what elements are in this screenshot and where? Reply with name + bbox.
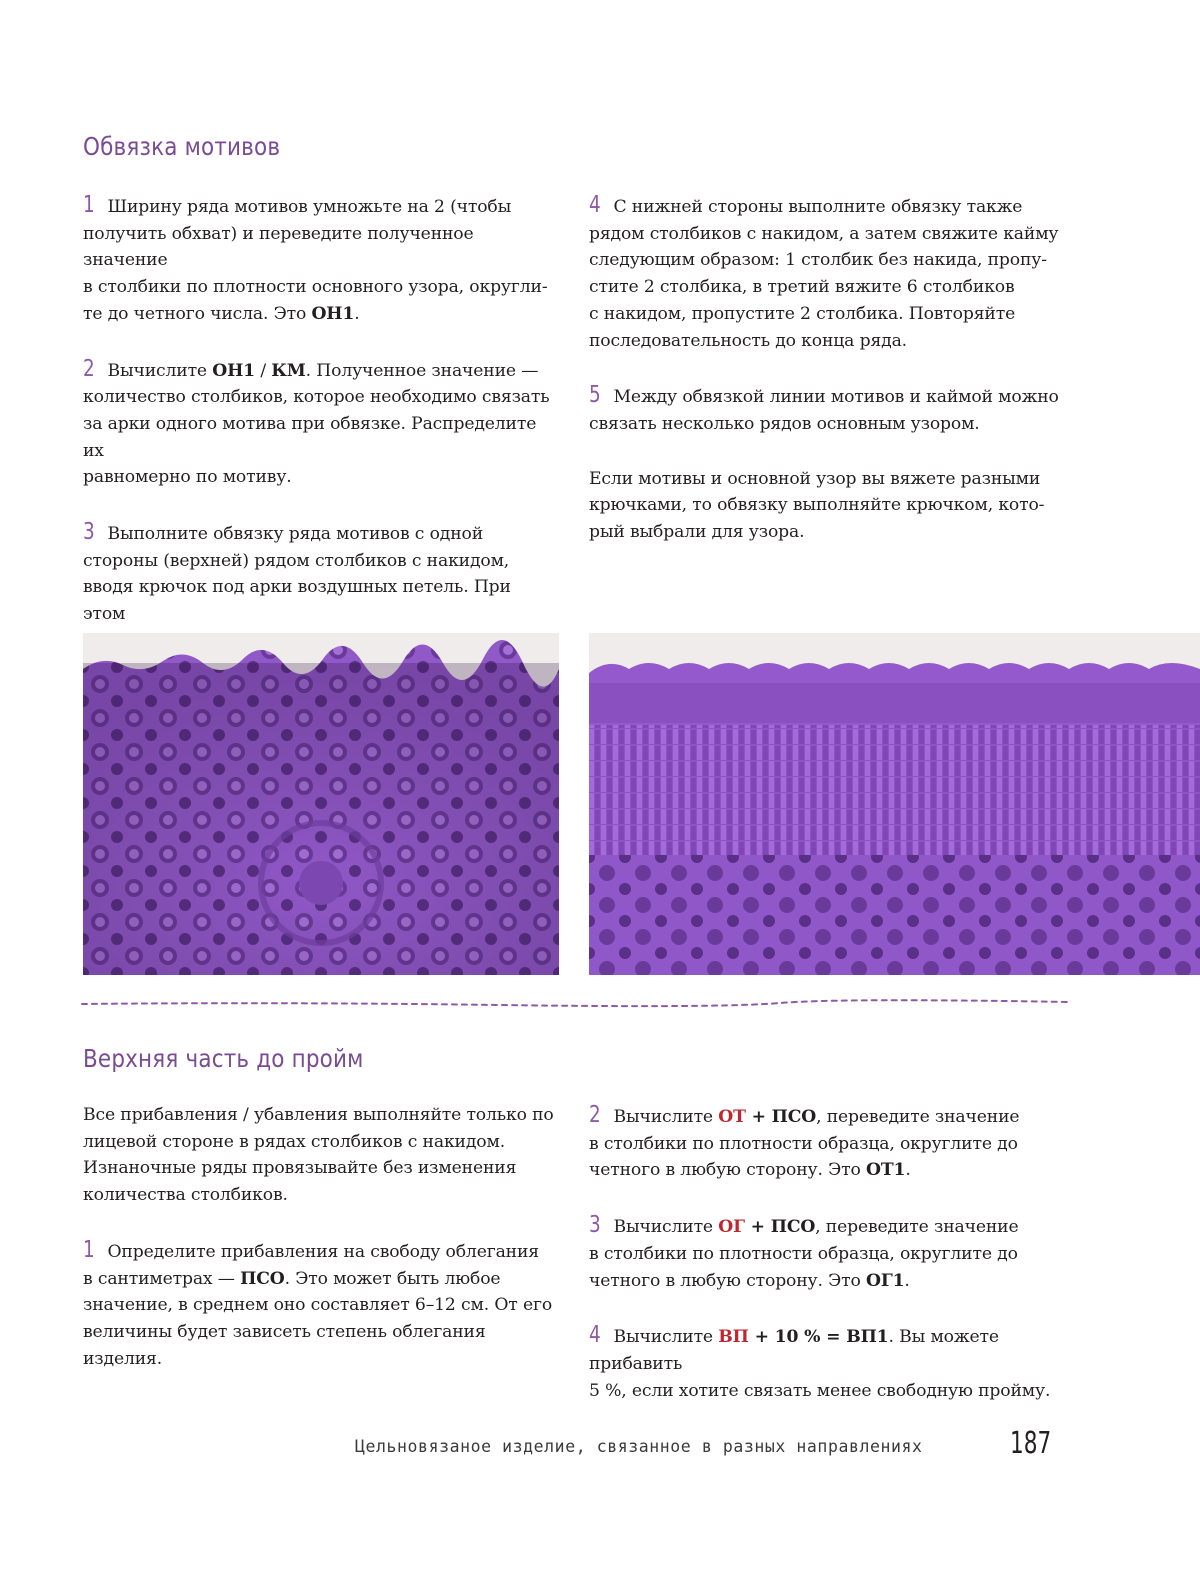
crochet-border-photo [589,633,1200,975]
term-vp1: ВП1 [846,1327,889,1348]
step-1-paragraph [83,192,558,328]
step-2-paragraph [589,1102,1059,1184]
step-text: Вычислите [613,1107,719,1127]
step-number: 3 [589,1212,601,1239]
step-4-paragraph [589,192,1059,354]
step-text: , переведите значение в столбики по плотности образца, округлите до четного в любую сторону. Это [589,1217,1019,1291]
term-pso: ПСО [770,1217,816,1238]
punct: . [904,1270,910,1291]
step-number: 3 [83,519,95,546]
term-ot: ОТ [718,1107,746,1127]
term-km: КМ [271,360,306,381]
step-4-paragraph [589,1322,1059,1404]
step-text: . Это может быть любое значение, в среднем оно составляет 6–12 см. От его величины будет зависеть степень облегания изделия. [83,1268,553,1369]
step-text: , переведите значение в столбики по плотности образца, округлите до четного в любую сторону. Это [589,1107,1020,1181]
page-number: 187 [1010,1426,1052,1461]
term-ot1: ОТ1 [866,1160,906,1181]
step-text: Определите прибавления на свободу облегания в сантиметрах — [83,1241,539,1289]
step-5-paragraph [589,382,1059,437]
step-number: 5 [589,382,601,409]
step-number: 2 [589,1102,601,1128]
term-og: ОГ [718,1217,745,1238]
step-text: Выполните обвязку ряда мотивов с одной стороны (верхней) рядом столбиков с накидом, вводя крючок под арки воздушных петель. При этом [83,524,511,625]
right-column-section1 [589,192,1059,546]
step-text: Ширину ряда мотивов умножьте на 2 (чтобы получить обхват) и переведите полученное значение в столбики по плотности основного узора, округли- те до четного числа. Это [83,197,548,324]
step-text: Вычислите [107,360,213,381]
step-text: Между обвязкой линии мотивов и каймой можно связать несколько рядов основным узором. [589,387,1059,434]
step-number: 4 [589,1322,601,1349]
left-column-section1 [83,192,558,681]
running-title: Цельновязаное изделие, связанное в разных направлениях [355,1437,923,1457]
step-number: 2 [83,355,95,382]
section-title-upper-part: Верхняя часть до пройм [83,1044,364,1073]
step-text: . Вы можете прибавить 5 %, если хотите связать менее свободную пройму. [589,1327,1051,1401]
term-oh1: ОН1 [311,303,355,324]
step-text: Вычислите [613,1327,719,1348]
crochet-motif-edging-photo [83,633,559,975]
step-number: 4 [589,192,601,218]
step-3-paragraph [589,1212,1059,1294]
step-number: 1 [83,1236,95,1263]
step-text: . Полученное значение — количество столбиков, которое необходимо связать за арки одного мотива при обвязке. Распределите их равномерно по мотиву. [83,360,550,488]
step-number: 1 [83,192,95,218]
dashed-divider [80,996,1070,1016]
term-og1: ОГ1 [866,1270,905,1291]
intro-paragraph: Все прибавления / убавления выполняйте только по лицевой стороне в рядах столбиков с накидом. Изнаночные ряды провязывайте без изменения количества столбиков. [83,1105,554,1206]
plus-sign: + [744,1217,771,1238]
step-2-paragraph [83,356,558,492]
left-column-section2 [83,1102,558,1372]
formula: + 10 % = [748,1327,847,1348]
separator: / [255,360,272,381]
punct: . [905,1160,911,1181]
term-oh1: ОН1 [212,360,255,381]
term-pso: ПСО [771,1107,817,1127]
term-vp: ВП [718,1327,749,1348]
step-text: Вычислите [613,1217,719,1238]
section-title-motif-edging: Обвязка мотивов [83,132,281,161]
step-text: С нижней стороны выполните обвязку также рядом столбиков с накидом, а затем свяжите кайму следующим образом: 1 столбик без накида, пропу- стите 2 столбика, в третий вяжите 6 столбиков с накидом, пропустите 2 столбика. Повторяйте последовательность до конца ряда. [589,197,1059,351]
step-1-paragraph [83,1237,558,1373]
punct: . [354,303,360,324]
plus-sign: + [745,1107,772,1127]
note-paragraph: Если мотивы и основной узор вы вяжете разными крючками, то обвязку выполняйте крючком, кото- рый выбрали для узора. [589,468,1045,543]
term-pso: ПСО [240,1268,285,1289]
right-column-section2 [589,1102,1059,1404]
